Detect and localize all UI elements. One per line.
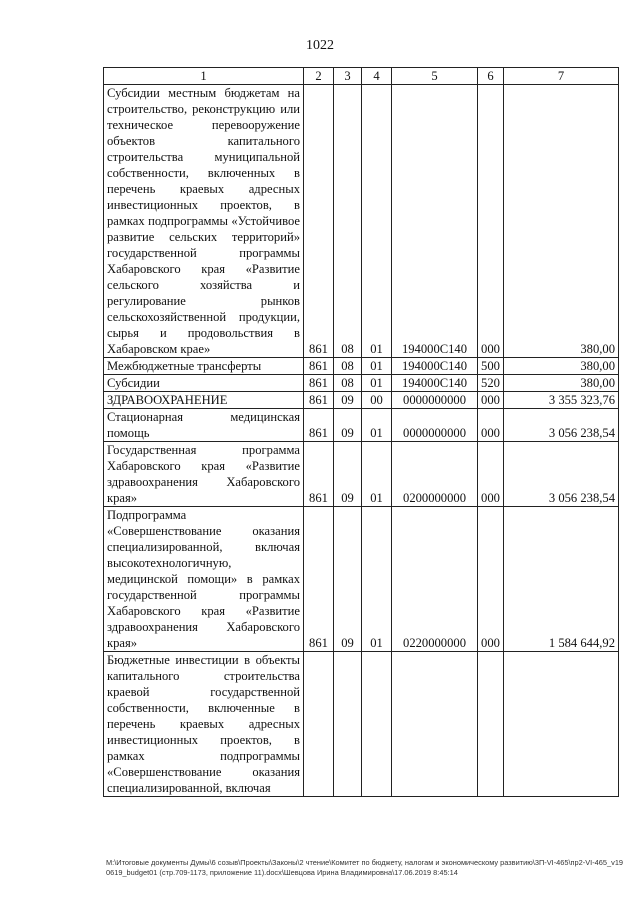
row-name: Подпрограмма «Совершенствование оказания специализированной, включая высокотехнологичную, медицинской помощи» в рамках государственной программы Хабаровского края «Развитие здравоохранения Хабаровского края»	[104, 507, 304, 652]
column-header: 7	[504, 68, 619, 85]
cell-expense-type: 000	[478, 442, 504, 507]
cell-expense-type: 000	[478, 85, 504, 358]
cell-admin-code: 861	[304, 392, 334, 409]
column-header: 4	[362, 68, 392, 85]
cell-admin-code: 861	[304, 358, 334, 375]
cell-expense-type: 500	[478, 358, 504, 375]
budget-table	[103, 67, 619, 797]
table-row	[104, 652, 619, 797]
row-name: Бюджетные инвестиции в объекты капитального строительства краевой государственной собственности, включенные в перечень краевых адресных инвестиционных проектов, в рамках подпрограммы «Совершенствование оказания специализированной, включая	[104, 652, 304, 797]
row-name: Межбюджетные трансферты	[104, 358, 304, 375]
cell-section: 08	[334, 375, 362, 392]
table-row	[104, 358, 619, 375]
cell-subsection: 01	[362, 85, 392, 358]
cell-amount: 3 056 238,54	[504, 409, 619, 442]
cell-subsection: 01	[362, 375, 392, 392]
cell-target-article: 0000000000	[392, 392, 478, 409]
row-name: Субсидии	[104, 375, 304, 392]
column-header: 1	[104, 68, 304, 85]
cell-target-article: 194000С140	[392, 85, 478, 358]
cell-target-article: 0200000000	[392, 442, 478, 507]
table-row	[104, 507, 619, 652]
column-header: 5	[392, 68, 478, 85]
cell-amount: 1 584 644,92	[504, 507, 619, 652]
cell-subsection: 01	[362, 507, 392, 652]
cell-section: 08	[334, 85, 362, 358]
cell-subsection: 01	[362, 442, 392, 507]
cell-amount	[504, 652, 619, 797]
cell-expense-type: 000	[478, 409, 504, 442]
cell-subsection: 00	[362, 392, 392, 409]
cell-section	[334, 652, 362, 797]
document-footer-path: M:\Итоговые документы Думы\6 созыв\Проекты\Законы\2 чтение\Комитет по бюджету, налогам и экономическому развитию\3П-VI-465\пр2-VI-465_v190619_budget01 (стр.709-1173, приложение 11).docx\Шевцова Ирина Владимировна\17.06.2019 8:45:14	[106, 858, 624, 877]
row-name: ЗДРАВООХРАНЕНИЕ	[104, 392, 304, 409]
table-row	[104, 409, 619, 442]
table-row	[104, 85, 619, 358]
row-name: Субсидии местным бюджетам на строительство, реконструкцию или техническое перевооружение объектов капитального строительства муниципальной собственности, включенных в перечень краевых адресных инвестиционных проектов, в рамках подпрограммы «Устойчивое развитие сельских территорий» государственной программы Хабаровского края «Развитие сельского хозяйства и регулирование рынков сельскохозяйственной продукции, сырья и продовольствия в Хабаровском крае»	[104, 85, 304, 358]
cell-admin-code: 861	[304, 442, 334, 507]
cell-target-article: 0220000000	[392, 507, 478, 652]
cell-admin-code	[304, 652, 334, 797]
cell-subsection	[362, 652, 392, 797]
cell-subsection: 01	[362, 409, 392, 442]
cell-section: 09	[334, 392, 362, 409]
cell-amount: 3 056 238,54	[504, 442, 619, 507]
cell-target-article	[392, 652, 478, 797]
cell-target-article: 0000000000	[392, 409, 478, 442]
cell-amount: 380,00	[504, 358, 619, 375]
page-number: 1022	[306, 38, 334, 53]
cell-amount: 380,00	[504, 85, 619, 358]
cell-subsection: 01	[362, 358, 392, 375]
cell-admin-code: 861	[304, 409, 334, 442]
cell-expense-type: 000	[478, 392, 504, 409]
cell-target-article: 194000С140	[392, 375, 478, 392]
table-row	[104, 392, 619, 409]
cell-expense-type: 000	[478, 507, 504, 652]
cell-admin-code: 861	[304, 85, 334, 358]
cell-section: 09	[334, 507, 362, 652]
cell-section: 09	[334, 409, 362, 442]
table-header-row	[104, 68, 619, 85]
cell-amount: 380,00	[504, 375, 619, 392]
cell-target-article: 194000С140	[392, 358, 478, 375]
row-name: Стационарная медицинская помощь	[104, 409, 304, 442]
column-header: 2	[304, 68, 334, 85]
table-row	[104, 375, 619, 392]
cell-admin-code: 861	[304, 507, 334, 652]
row-name: Государственная программа Хабаровского края «Развитие здравоохранения Хабаровского края»	[104, 442, 304, 507]
cell-amount: 3 355 323,76	[504, 392, 619, 409]
cell-expense-type: 520	[478, 375, 504, 392]
column-header: 6	[478, 68, 504, 85]
cell-section: 09	[334, 442, 362, 507]
cell-expense-type	[478, 652, 504, 797]
cell-admin-code: 861	[304, 375, 334, 392]
cell-section: 08	[334, 358, 362, 375]
column-header: 3	[334, 68, 362, 85]
table-row	[104, 442, 619, 507]
